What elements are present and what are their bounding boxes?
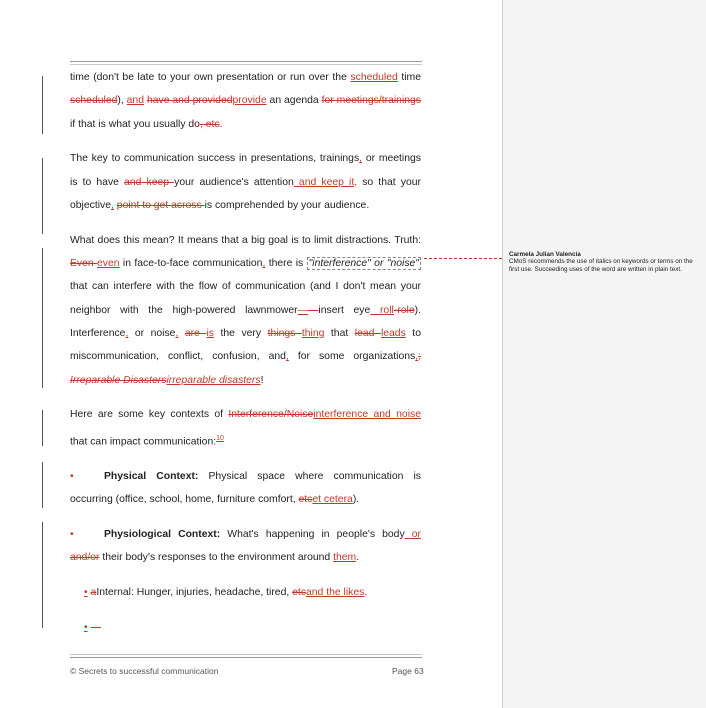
change-bar	[42, 522, 43, 628]
comment-balloon[interactable]	[509, 251, 701, 273]
bullet-icon: •	[70, 470, 74, 482]
sub-bullet-icon: •	[84, 587, 88, 599]
bullet-physiological-context: • Physiological Context: What's happening in people's body or and/or their body's responses to the environment around them.	[70, 523, 421, 570]
header-rule	[70, 61, 422, 62]
sub-bullet-internal: • aInternal: Hunger, injuries, headache, tired, etcand the likes.	[84, 587, 368, 599]
change-bar	[42, 410, 43, 446]
footer-page-number: Page 63	[392, 666, 424, 676]
bullet-physical-context: • Physical Context: Physical space where communication is occurring (office, school, home, furniture comfort, etcet cetera).	[70, 465, 421, 512]
footer-rule	[70, 654, 422, 655]
change-bar	[42, 248, 43, 388]
comment-connector	[424, 258, 502, 259]
change-bar	[42, 76, 43, 134]
footer-rule-secondary	[70, 657, 422, 658]
comment-author: Carmela Julian Valencia	[509, 251, 581, 258]
change-bar	[42, 158, 43, 234]
paragraph-3: What does this mean? It means that a big goal is to limit distractions. Truth: Even even in face-to-face communication, there is "interference" or "noise" that can interfere with the flow of communication (and I don't mean your neighbor with the high-powered lawnmower——insert eye roll-role). Interference, or noise, are is the very things thing that lead leads to miscommunication, conflict, confusion, and, for some organizations,; Irreparable Disastersirreparable disasters!	[70, 234, 421, 386]
change-bar	[42, 462, 43, 508]
sub-bullet-empty: • —	[84, 621, 101, 633]
comment-text: CMoS recommends the use of italics on keywords or terms on the first use. Succeeding uses of the word are written in plain text.	[509, 258, 693, 273]
footnote-reference[interactable]: 10	[216, 434, 224, 442]
sub-bullet-icon: •	[84, 621, 88, 633]
commented-text[interactable]: "interference" or "noise"	[308, 258, 419, 270]
header-rule-secondary	[70, 64, 422, 65]
paragraph-4: Here are some key contexts of Interference/Noiseinterference and noise that can impact communication:$^{10}$	[70, 409, 421, 448]
bullet-icon: •	[70, 529, 74, 541]
comment-margin-pane	[502, 0, 706, 708]
footer-copyright: © Secrets to successful communication	[70, 666, 219, 676]
paragraph-1: time (don't be late to your own presentation or run over the scheduled time scheduled), and have and providedprovide an agenda for meetings/trainings if that is what you usually do, etc.	[70, 72, 421, 130]
document-body	[70, 66, 421, 651]
paragraph-2: The key to communication success in presentations, trainings, or meetings is to have and keep your audience's attention and keep it, so that your objective, point to get across is comprehended by your audience.	[70, 153, 421, 211]
